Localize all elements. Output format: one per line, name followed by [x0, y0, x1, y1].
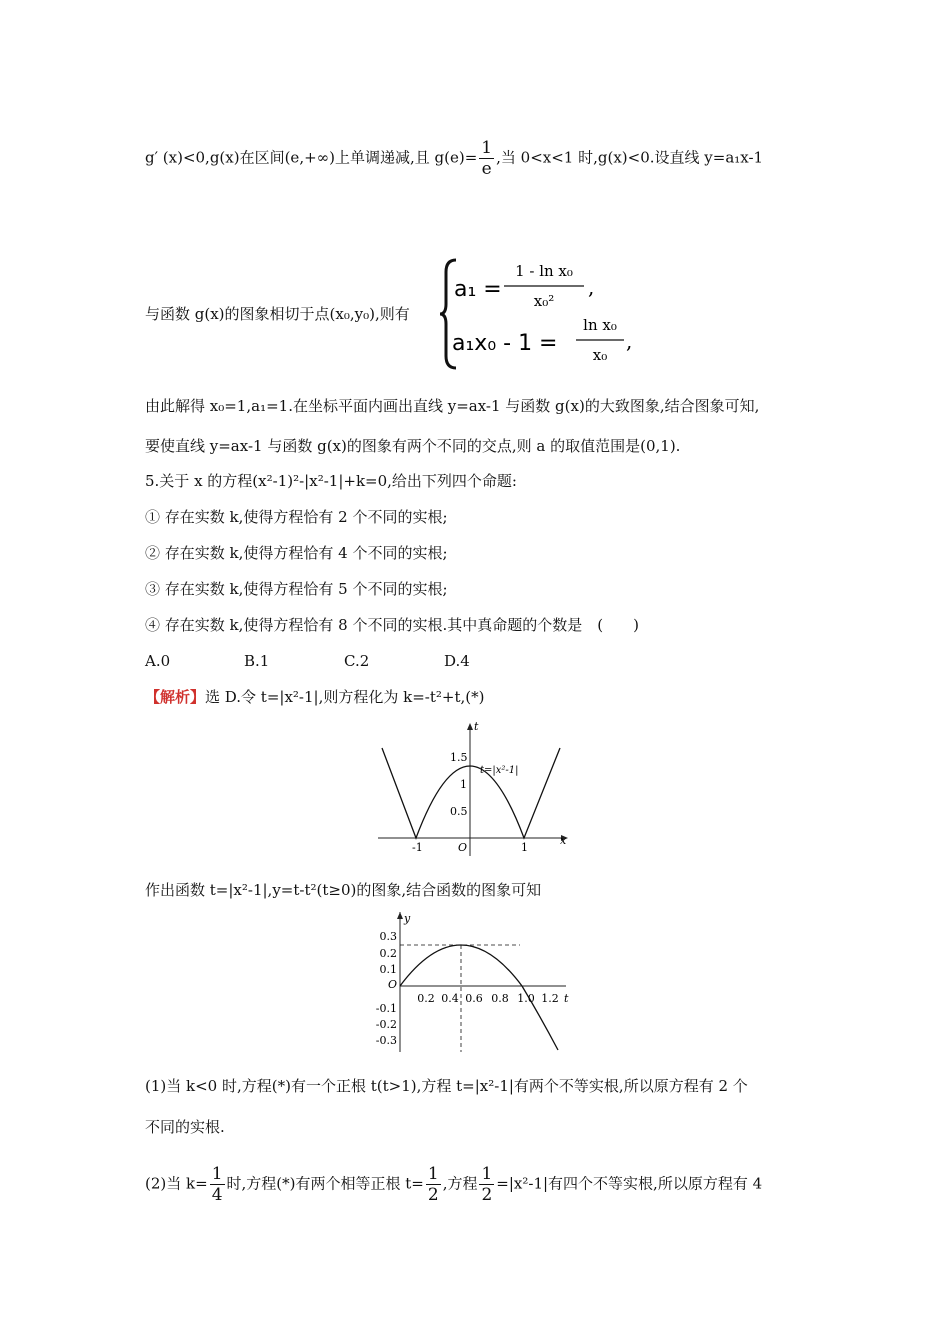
fig2-y-arrow — [397, 912, 403, 919]
figure-abs-x2-minus-1 — [370, 720, 575, 858]
fig2-ytick-neg0-2: -0.2 — [375, 1018, 397, 1031]
sys-r1-num: 1 - ln x₀ — [515, 262, 573, 280]
fig2-xtick-0-8: 0.8 — [491, 992, 509, 1005]
fig1-ytick-1-5: 1.5 — [450, 751, 468, 764]
line-14-text-c: ,方程 — [442, 1174, 478, 1193]
proposition-3: ③ 存在实数 k,使得方程恰有 5 个不同的实根; — [145, 580, 448, 598]
fig1-ytick-1: 1 — [460, 778, 467, 791]
fig2-xtick-0-6: 0.6 — [465, 992, 483, 1005]
line-4: 要使直线 y=ax-1 与函数 g(x)的图象有两个不同的交点,则 a 的取值范围是(0,1). — [145, 437, 681, 455]
fig2-ytick-0-3: 0.3 — [379, 930, 397, 943]
fig2-xtick-0-4: 0.4 — [441, 992, 459, 1005]
fraction-1-over-2-a: $\frac{1}{2}$ — [427, 1164, 439, 1205]
solution-line — [145, 687, 484, 707]
fig2-xlabel: t — [564, 992, 569, 1005]
fig1-xtick-1: 1 — [521, 841, 528, 854]
figure-t-minus-t2 — [370, 912, 570, 1057]
fraction-1-over-2-b: $\frac{1}{2}$ — [481, 1164, 493, 1205]
line-13: 不同的实根. — [145, 1118, 225, 1136]
fig1-xlabel: x — [560, 834, 567, 847]
fig1-ytick-0-5: 0.5 — [450, 805, 468, 818]
line-2: 与函数 g(x)的图象相切于点(x₀,y₀),则有 — [145, 305, 410, 323]
line-14 — [145, 1164, 762, 1205]
fig2-ylabel: y — [404, 912, 411, 925]
option-b: B.1 — [244, 652, 270, 670]
solution-text: 选 D.令 t=|x²-1|,则方程化为 k=-t²+t,(*) — [205, 688, 485, 706]
fig2-ytick-0-1: 0.1 — [379, 963, 397, 976]
option-d: D.4 — [444, 652, 470, 670]
fig1-xtick-neg1: -1 — [412, 841, 423, 854]
sys-r1-end: , — [588, 275, 595, 299]
option-a: A.0 — [145, 652, 171, 670]
fig1-origin: O — [458, 841, 468, 854]
line-12: (1)当 k<0 时,方程(*)有一个正根 t(t>1),方程 t=|x²-1|有两个不等实根,所以原方程有 2 个 — [145, 1077, 748, 1095]
line-1-text-a: g′ (x)<0,g(x)在区间(e,+∞)上单调递减,且 g(e)= — [145, 148, 478, 167]
fig2-ytick-neg0-3: -0.3 — [375, 1034, 397, 1047]
proposition-2: ② 存在实数 k,使得方程恰有 4 个不同的实根; — [145, 544, 448, 562]
option-c: C.2 — [344, 652, 370, 670]
solution-tag: 【解析】 — [145, 688, 206, 706]
fig2-xtick-1-2: 1.2 — [541, 992, 559, 1005]
line-14-text-b: 时,方程(*)有两个相等正根 t= — [226, 1174, 424, 1193]
equation-system — [440, 256, 660, 372]
sys-r2-lhs: a₁x₀ - 1 = — [452, 331, 558, 356]
line-14-text-a: (2)当 k= — [145, 1174, 208, 1193]
sys-r1-den: x₀² — [533, 292, 555, 310]
fig2-ytick-0-2: 0.2 — [379, 947, 397, 960]
fig1-curve — [382, 748, 560, 838]
fig1-curve-label: t=|x²-1| — [480, 765, 519, 776]
question-5: 5.关于 x 的方程(x²-1)²-|x²-1|+k=0,给出下列四个命题: — [145, 472, 517, 490]
proposition-1: ① 存在实数 k,使得方程恰有 2 个不同的实根; — [145, 508, 448, 526]
fig2-xtick-1-0: 1.0 — [517, 992, 535, 1005]
fraction-1-over-e: $\frac{1}{e}$ — [481, 138, 493, 179]
proposition-4: ④ 存在实数 k,使得方程恰有 8 个不同的实根.其中真命题的个数是 ( ) — [145, 616, 639, 634]
line-3: 由此解得 x₀=1,a₁=1.在坐标平面内画出直线 y=ax-1 与函数 g(x)的大致图象,结合图象可知, — [145, 397, 760, 415]
fig1-ylabel: t — [474, 720, 479, 733]
fig2-origin: O — [387, 978, 397, 991]
fig2-xtick-0-2: 0.2 — [417, 992, 435, 1005]
sys-r2-end: , — [626, 329, 633, 353]
line-14-text-d: =|x²-1|有四个不等实根,所以原方程有 4 — [496, 1174, 763, 1193]
sys-r1-lhs: a₁ = — [454, 277, 502, 302]
fig1-y-arrow — [467, 723, 473, 730]
sys-r2-den: x₀ — [592, 346, 608, 364]
fig2-ytick-neg0-1: -0.1 — [375, 1002, 397, 1015]
line-1 — [145, 138, 763, 179]
sys-r2-num: ln x₀ — [583, 316, 617, 334]
line-1-text-b: ,当 0<x<1 时,g(x)<0.设直线 y=a₁x-1 — [496, 148, 764, 167]
fraction-1-over-4: $\frac{1}{4}$ — [211, 1164, 223, 1205]
line-11: 作出函数 t=|x²-1|,y=t-t²(t≥0)的图象,结合函数的图象可知 — [145, 881, 542, 899]
